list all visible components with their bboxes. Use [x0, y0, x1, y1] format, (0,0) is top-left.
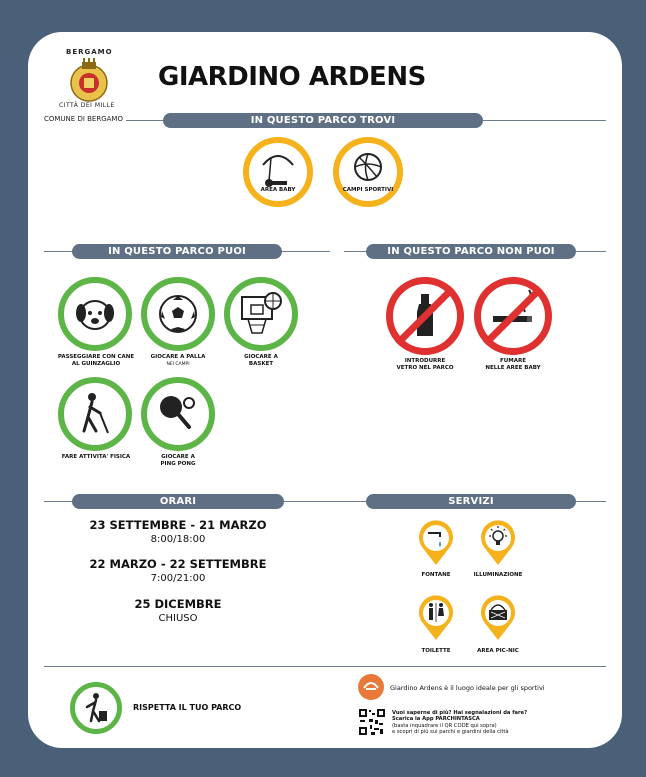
servizio-illuminazione [478, 519, 516, 557]
servizio-label: FONTANE [421, 572, 451, 578]
dog-icon [64, 283, 126, 345]
qr-info: Vuoi saperne di più? Hai segnalazioni da fare? Scarica la App PARCHINTASCA (basta inquadrare il QR CODE qui sopra) e scopri di più sui parchi e giardini della città [392, 710, 528, 736]
puoi-ping-pong [141, 377, 215, 451]
picnic-basket-icon [478, 594, 518, 642]
puoi-attivita [58, 377, 132, 451]
sport-text: Giardino Ardens è il luogo ideale per gli sportivi [390, 684, 545, 692]
puoi-label-3: GIOCARE A BASKET [244, 354, 278, 367]
servizio-picnic [478, 594, 516, 632]
sport-logo-icon [358, 674, 384, 700]
rispetta-badge [70, 682, 122, 734]
qr-code-icon[interactable] [358, 708, 386, 736]
servizio-label: ILLUMINAZIONE [473, 572, 523, 578]
soccer-ball-icon [147, 283, 209, 345]
comune-label: COMUNE DI BERGAMO [44, 115, 123, 123]
section-puoi: IN QUESTO PARCO PUOI [72, 244, 282, 259]
section-servizi: SERVIZI [366, 494, 576, 509]
servizio-label: AREA PIC-NIC [477, 648, 519, 654]
orari-summer: 22 MARZO - 22 SETTEMBRE 7:00/21:00 [89, 557, 267, 584]
rispetta-text: RISPETTA IL TUO PARCO [133, 703, 242, 712]
servizio-fontane [416, 519, 454, 557]
trash-bin-icon [75, 687, 117, 729]
puoi-label-4: FARE ATTIVITA' FISICA [61, 454, 131, 460]
page-title: GIARDINO ARDENS [158, 62, 426, 92]
servizio-label: TOILETTE [421, 648, 451, 654]
puoi-palla [141, 277, 215, 351]
non-puoi-fumare [474, 277, 552, 355]
puoi-cane [58, 277, 132, 351]
orari-christmas: 25 DICEMBRE CHIUSO [134, 597, 222, 624]
fountain-icon [416, 519, 456, 567]
divider [44, 666, 606, 667]
crest-bottom-text: CITTÀ DEI MILLE [59, 102, 115, 109]
toilet-icon [416, 594, 456, 642]
non-puoi-label-2: FUMARE NELLE AREE BABY [485, 358, 541, 371]
lightbulb-icon [478, 519, 518, 567]
orari-winter: 23 SETTEMBRE - 21 MARZO 8:00/18:00 [89, 518, 267, 545]
bergamo-crest [58, 50, 120, 112]
ping-pong-icon [147, 383, 209, 445]
non-puoi-label-1: INTRODURRE VETRO NEL PARCO [396, 358, 454, 371]
puoi-label-5: GIOCARE A PING PONG [160, 454, 196, 467]
basketball-icon [230, 283, 292, 345]
section-orari: ORARI [72, 494, 284, 509]
non-puoi-vetro [386, 277, 464, 355]
trovi-label: CAMPI SPORTIVI [342, 187, 394, 193]
trovi-campi-sportivi [333, 137, 403, 207]
section-trovi: IN QUESTO PARCO TROVI [163, 113, 483, 128]
trovi-label: AREA BABY [260, 187, 296, 193]
puoi-basket [224, 277, 298, 351]
servizio-toilette [416, 594, 454, 632]
section-non-puoi: IN QUESTO PARCO NON PUOI [366, 244, 576, 259]
walking-person-icon [64, 383, 126, 445]
puoi-label-2: GIOCARE A PALLA NEI CAMPI [150, 354, 206, 367]
trovi-area-baby [243, 137, 313, 207]
crest-top-text: BERGAMO [66, 48, 113, 56]
puoi-label-1: PASSEGGIARE CON CANE AL GUINZAGLIO [57, 354, 135, 367]
park-sign [28, 32, 622, 748]
